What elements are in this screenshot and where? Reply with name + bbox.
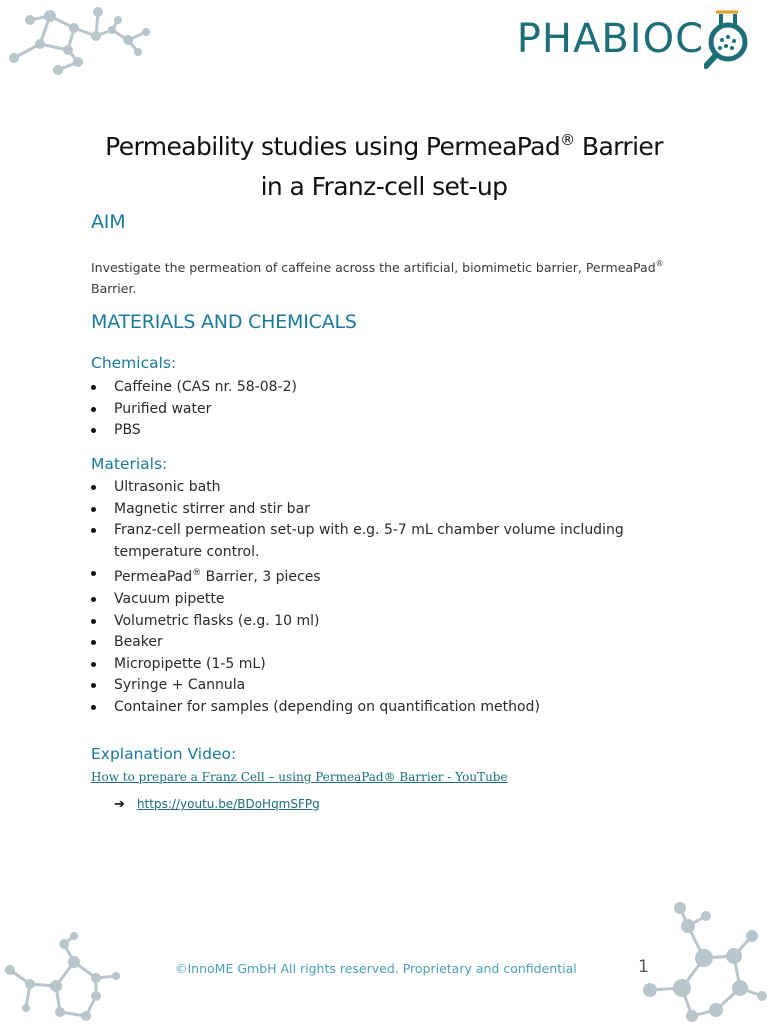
list-item: Volumetric flasks (e.g. 10 ml) (91, 611, 651, 633)
list-item: Franz-cell permeation set-up with e.g. 5-7 mL chamber volume including temperature control. (91, 520, 651, 563)
explanation-video-heading: Explanation Video: (91, 745, 237, 763)
footer-copyright: ©InnoME GmbH All rights reserved. Proprietary and confidential (175, 961, 577, 976)
chemicals-list (91, 377, 651, 442)
list-item: Purified water (91, 399, 651, 421)
list-item: PBS (91, 420, 651, 442)
magnifier-flask-logo-icon (704, 8, 756, 70)
list-item: Vacuum pipette (91, 589, 651, 611)
list-item: Container for samples (depending on quantification method) (91, 697, 651, 719)
list-item: Micropipette (1-5 mL) (91, 654, 651, 676)
list-item: Magnetic stirrer and stir bar (91, 499, 651, 521)
youtube-short-link[interactable]: https://youtu.be/BDoHqmSFPg (137, 797, 320, 811)
logo-text: PHABIOC (516, 16, 704, 62)
molecule-decoration-bottom-right (630, 896, 768, 1024)
chemicals-heading: Chemicals: (91, 354, 177, 372)
youtube-video-link[interactable]: How to prepare a Franz Cell – using PermeaPad® Barrier - YouTube (91, 770, 508, 784)
list-item: Beaker (91, 632, 651, 654)
list-item: PermeaPad® Barrier, 3 pieces (91, 563, 651, 589)
materials-list (91, 477, 651, 719)
materials-chemicals-heading: MATERIALS AND CHEMICALS (91, 311, 357, 333)
aim-heading: AIM (91, 211, 126, 233)
molecule-decoration-bottom-left (0, 926, 130, 1024)
phabioc-logo (517, 8, 756, 70)
title-line-1: Permeability studies using PermeaPad® Barrier (105, 131, 663, 161)
list-item: Caffeine (CAS nr. 58-08-2) (91, 377, 651, 399)
arrow-right-icon: ➔ (114, 796, 125, 811)
aim-text: Investigate the permeation of caffeine across the artificial, biomimetic barrier, PermeaPad® Barrier. (91, 259, 664, 296)
list-item: Syringe + Cannula (91, 675, 651, 697)
materials-heading: Materials: (91, 455, 168, 473)
title-line-2: in a Franz-cell set-up (260, 172, 508, 201)
document-title (0, 120, 768, 207)
page-number: 1 (638, 957, 649, 977)
molecule-decoration-top-left (0, 0, 170, 90)
list-item: Ultrasonic bath (91, 477, 651, 499)
